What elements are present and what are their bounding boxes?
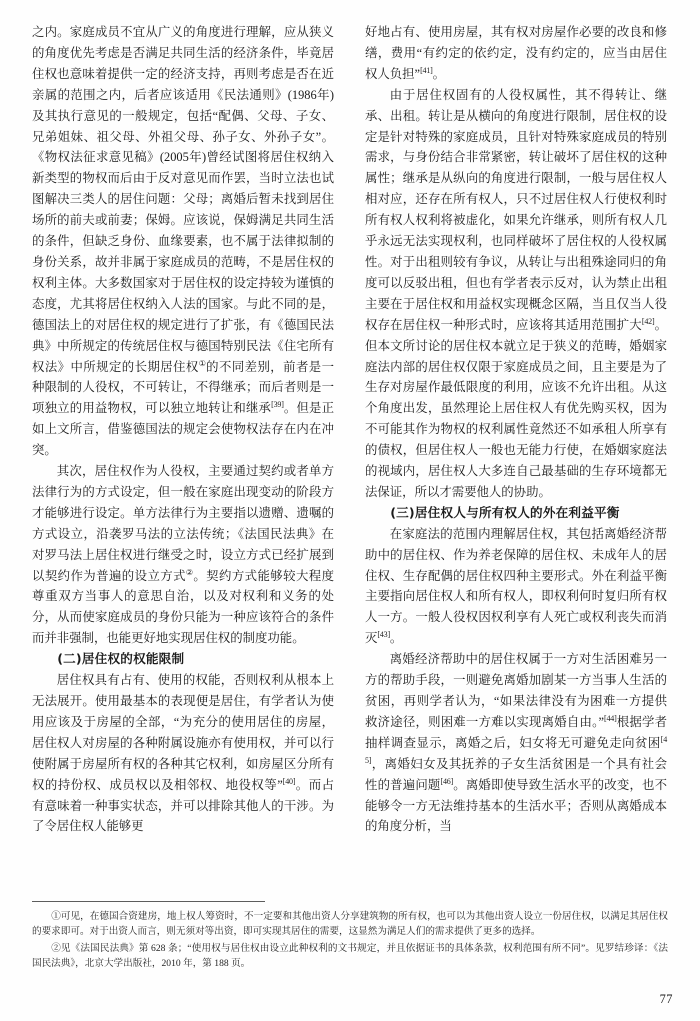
paragraph-text: 其次，居住权作为人役权，主要通过契约或者单方法律行为的方式设定，但一般在家庭出现变动的阶段方才能够进行设定。单方法律行为主要指以遗赠、遗嘱的方式设立，沿袭罗马法的立法传统；《法国民法典》在对罗马法上居住权进行继受之时，设立方式已经扩展到以契约作为普遍的设立方式 [32,464,334,583]
paragraph-text-after-ref: 。 [432,66,445,81]
footnote-ref-marker: ① [198,358,207,368]
paragraph-text: 由于居住权固有的人役权属性，其不得转让、继承、出租。转让是从横向的角度进行限制，居住权的设定是针对特殊的家庭成员，且针对特殊家庭成员的特别需求，与身份结合非常紧密，转让破坏了居住权的这种属性；继承是从纵向的角度进行限制，一般与居住权人相对应，还存在所有权人，只不过居住权人行使权利时所有权人权利将被虚化，如果允许继承，则所有权人几乎永远无法实现权利，也同样破坏了居住权的人役权属性。对于出租则较有争议，从转让与出租殊途同归的角度可以反驳出租，但也有学者表示反对，认为禁止出租主要在于居住权和用益权实现概念区隔，当且仅当人役权存在居住权一种形式时，应该将其适用范围扩大 [365,87,667,332]
paragraph-text-after-ref: 。 [389,631,403,646]
citation-ref-marker: [44] [604,713,617,723]
page-number: 77 [659,992,673,1006]
paragraph-text: 居住权具有占有、使用的权能，否则权利从根本上无法展开。使用最基本的表现便是居住，有学者认为使用应该及于房屋的全部，“为充分的使用居住的房屋，居住权人对房屋的各种附属设施亦有使用权，并可以行使附属于房屋所有权的各种其它权利，如房屋区分所有权的持份权、成员权以及相邻权、地役权等” [32,673,334,792]
footnote-ref-marker: ② [185,567,194,577]
paragraph-text: 在家庭法的范围内理解居住权，其包括离婚经济帮助中的居住权、作为养老保障的居住权、未成年人的居住权、生存配偶的居住权四种主要形式。外在利益平衡主要指向居住权人和所有权人，即权利何时复归所有权人一方。一般人役权因权利享有人死亡或权利丧失而消灭 [365,526,667,646]
citation-ref-marker: [41] [420,65,433,75]
section-heading-2: (二)居住权的权能限制 [57,651,185,667]
paragraph [365,524,667,649]
paragraph-text: 离婚经济帮助中的居住权属于一方对生活困难另一方的帮助手段，一则避免离婚加剧某一方当事人生活的贫困，再则学者认为，“如果法律没有为困难一方提供救济途径，则困难一方难以实现离婚自由。” [365,652,667,729]
section-heading-3: (三)居住权人与所有权人的外在利益平衡 [390,504,620,520]
footnote-item [32,941,668,972]
paragraph [32,461,334,649]
citation-ref-marker: [45] [365,734,667,765]
paragraph-text-after-ref-2: ，离婚妇女及其抚养的子女生活贫困是一个具有社会性的普遍问题 [365,756,667,792]
footnote-text: 可见，在德国合资建房，地上权人筹资时，不一定要和其他出资人分享建筑物的所有权，也可以为其他出资人设立一份居住权，以满足其居住权的要求即可。对于出资人而言，则无须对等出资，即可实现其居住的需要，这显然为满足人们的需求提供了更多的选择。 [32,911,669,938]
paragraph-text-after-ref: 根据学者抽样调查显示，离婚之后，妇女将无可避免走向贫困 [365,714,667,750]
paragraph-text: 之内。家庭成员不宜从广义的角度进行理解，应从狭义的角度优先考虑是否满足共同生活的经济条件，毕竟居住权也意味着提供一定的经济支持，再则考虑是否在近亲属的范围之内，后者应该适用《民法通则》(1986年)及其执行意见的一般规定，包括“配偶、父母、子女、兄弟姐妹、祖父母、外祖父母、孙子女、外孙子女”。《物权法征求意见稿》(2005年)曾经试图将居住权纳入新类型的物权而后由于反对意见而作罢，当时立法也试图解决三类人的居住问题：父母；离婚后暂未找到居住场所的前夫或前妻；保姆。应该说，保姆满足共同生活的条件，但缺乏身份、血缘要素，也不属于法律拟制的身份关系，故并非属于家庭成员的范畴，不是居住权的权利主体。大多数国家对于居住权的设定持较为谨慎的态度，尤其将居住权纳入人法的国家。与此不同的是，德国法上的对居住权的规定进行了扩张，有《德国民法典》中所规定的传统居住权与德国特别民法《住宅所有权法》中所规定的长期居住权 [32,25,334,374]
footnote-marker: ② [51,942,61,954]
citation-ref-marker: [43] [377,630,390,640]
paragraph [32,670,334,837]
citation-ref-marker: [46] [440,776,454,786]
left-column [32,22,334,888]
citation-ref-marker: [40] [282,776,296,786]
paragraph [365,649,667,837]
paragraph-continued [365,22,667,85]
footnote-marker: ① [51,911,61,922]
paragraph-text-after-ref-3: 。离婚即使导致生活水平的改变，也不能够令一方无法维持基本的生活水平；否则从离婚成本的角度分析，当 [365,777,668,834]
paragraph-text-after-ref: 。但本文所讨论的居住权本就立足于狭义的范畴，婚姻家庭法内部的居住权仅限于家庭成员之间，且主要是为了生存对房屋作最低限度的利用，应该不允许出租。从这个角度出发，虽然理论上居住权人有优先购买权，因为不可能其作为物权的权利属性竟然还不如承租人所享有的债权，但居住权人一般也无能力行使，在婚姻家庭法的视域内，居住权人大多连自己最基础的生存环境都无法保证，所以才需要他人的协助。 [365,317,668,499]
footnote-area [32,901,668,973]
footnote-separator-rule [32,901,265,902]
paragraph-text-after-ref: 。契约方式能够较大程度尊重双方当事人的意思自治，以及对权利和义务的处分，从而使家庭成员的身份只能为一种应该符合的条件而并非强制，也能更好地实现居住权的制度功能。 [32,568,335,646]
two-column-body [32,22,668,888]
citation-ref-marker: [42] [641,316,655,326]
paragraph-text: 好地占有、使用房屋，其有权对房屋作必要的改良和修缮，费用“有约定的依约定，没有约定的，应当由居住权人负担” [365,25,667,81]
citation-ref-marker: [39] [271,400,284,410]
paragraph [365,85,667,503]
footnote-item [32,909,668,940]
paragraph-text-after-ref-2: 。但是正如上文所言，借鉴德国法的规定会使物权法存在内在冲突。 [32,401,335,458]
paragraph-text-after-ref: 。而占有意味着一种事实状态，并可以排除其他人的干涉。为了令居住权人能够更 [32,777,335,834]
paragraph-text-after-ref: 的不同差别，前者是一种限制的人役权，不可转让，不得继承；而后者则是一项独立的用益物权，可以独立地转让和继承 [32,359,335,416]
paragraph-continued [32,22,334,461]
footnote-text: 见《法国民法典》第 628 条；“使用权与居住权由设立此种权利的文书规定，并且依据证书的具体条款，权利范围有所不同”。见罗结珍译：《法国民法典》，北京大学出版社，2010 年，第 188 页。 [32,942,668,970]
right-column [365,22,667,888]
